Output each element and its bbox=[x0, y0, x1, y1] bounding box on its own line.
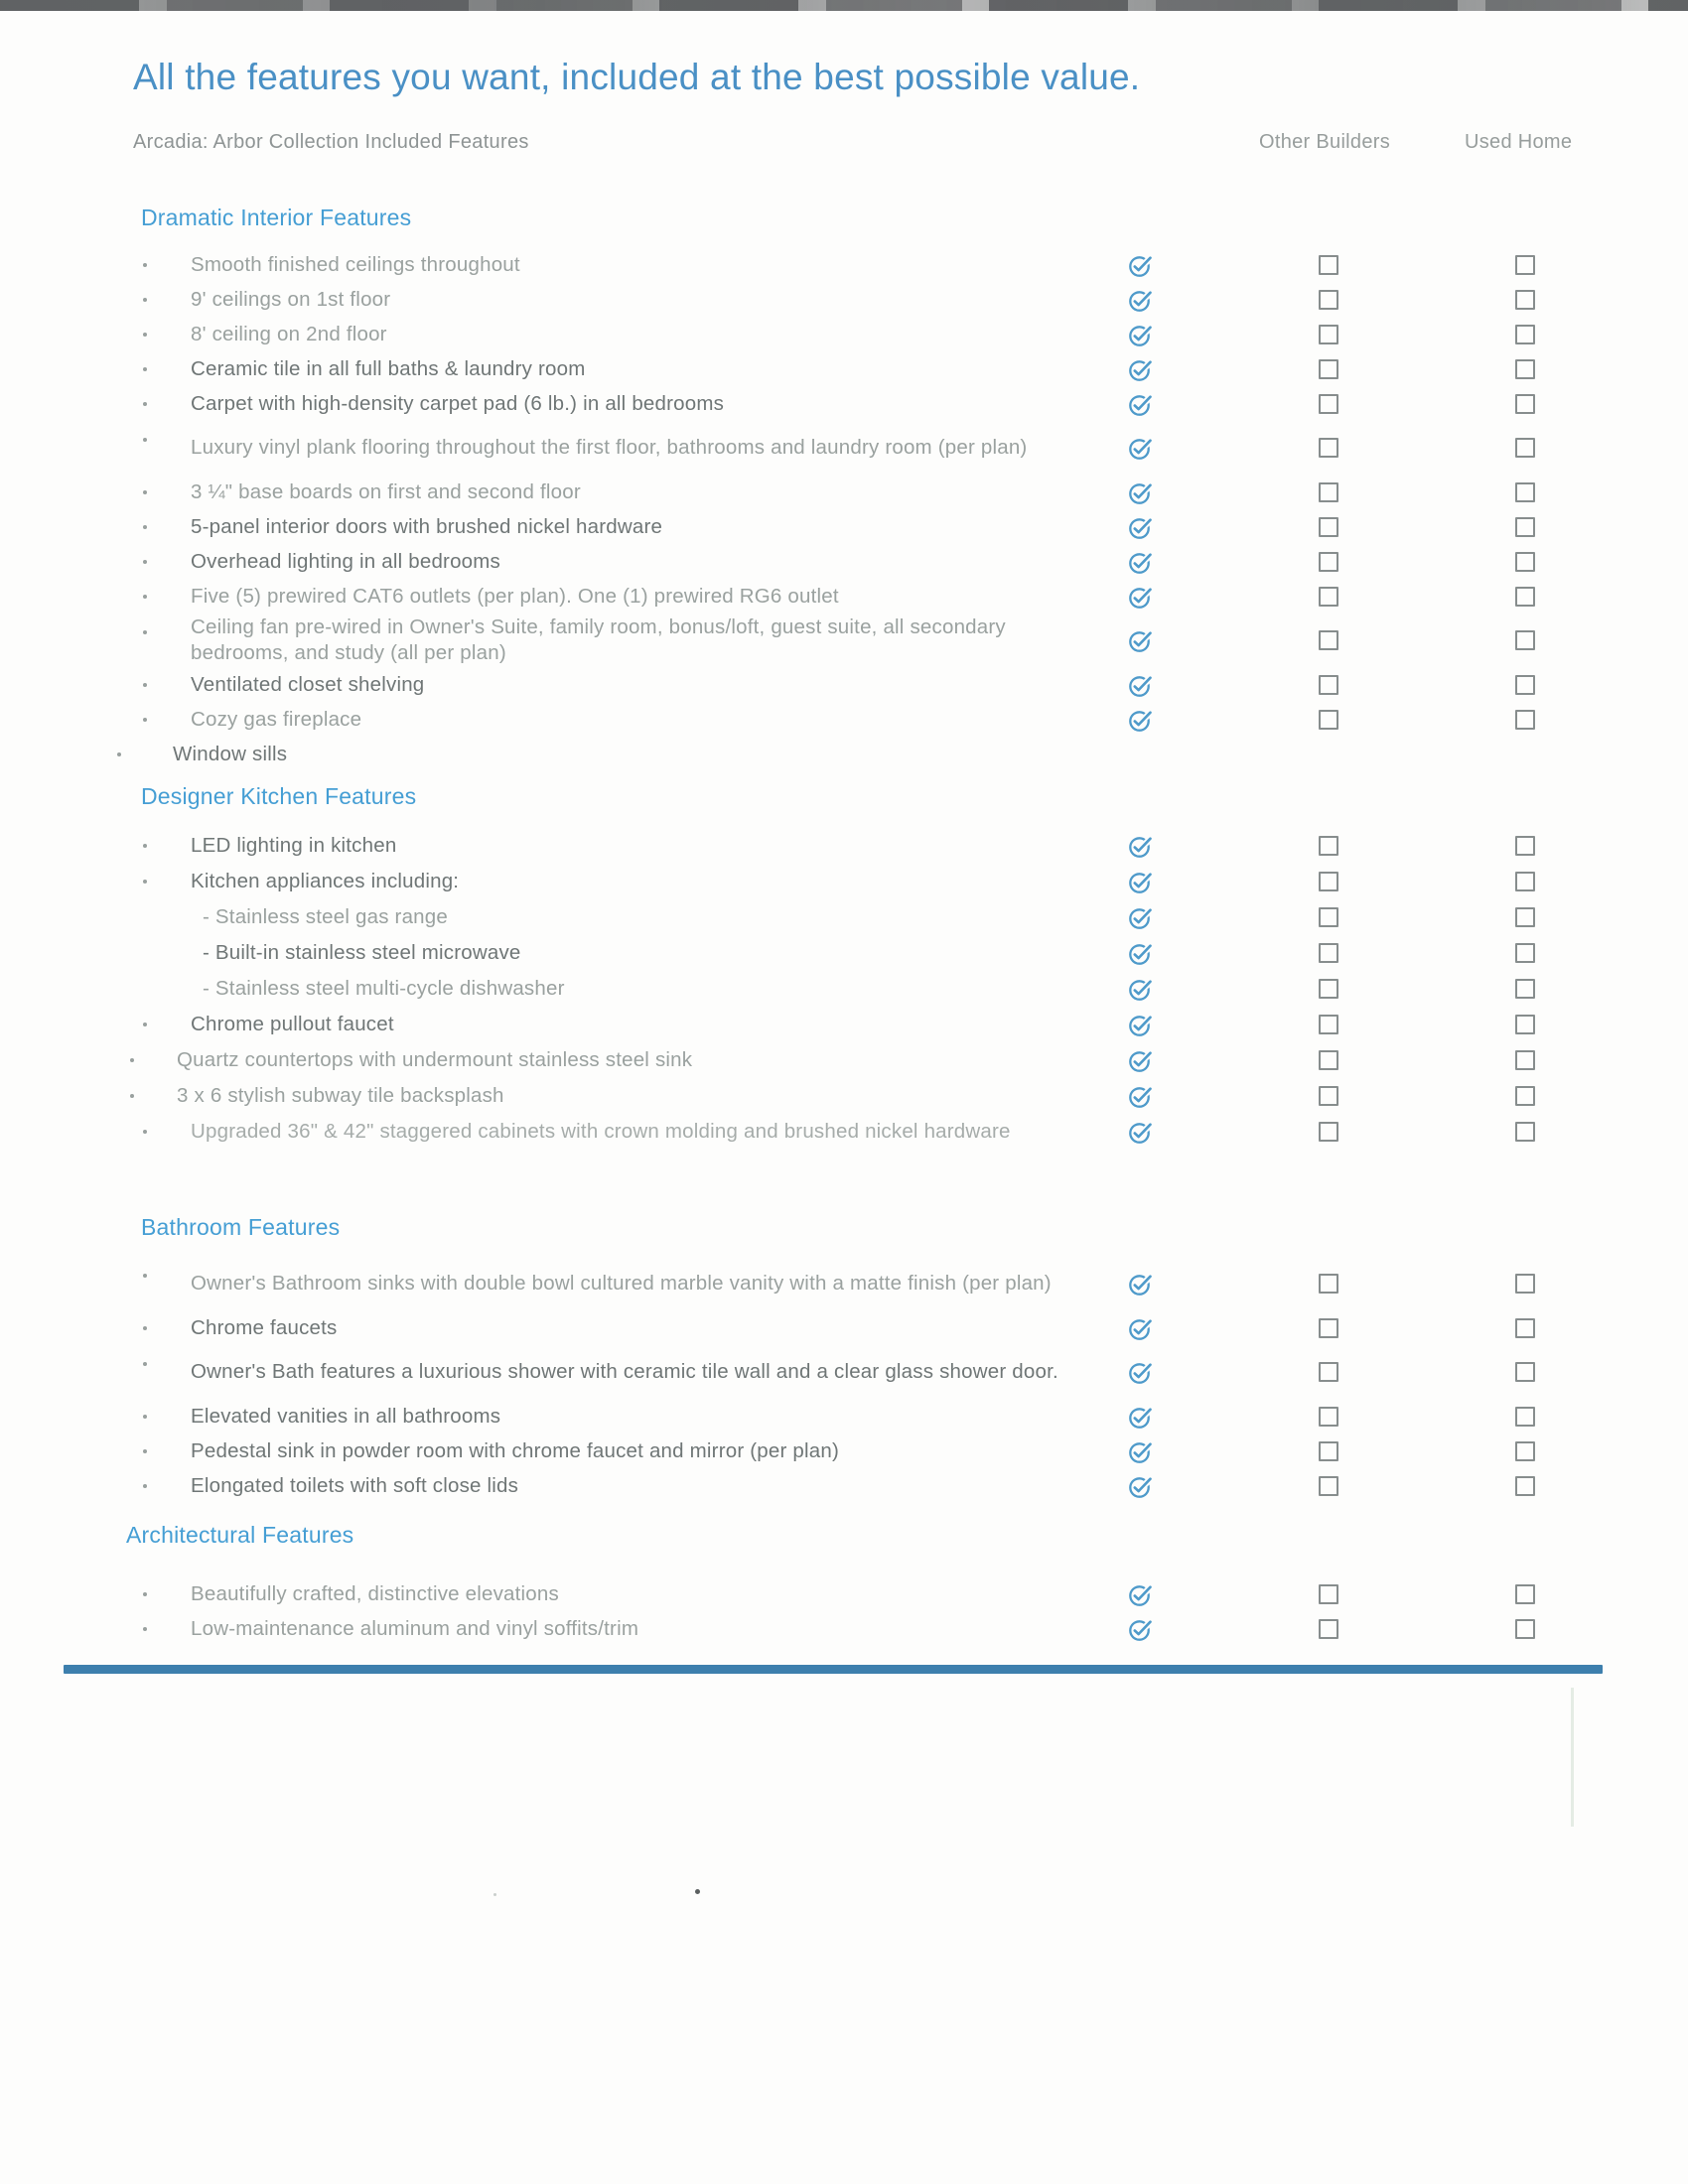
section-heading: Bathroom Features bbox=[141, 1214, 341, 1240]
bullet-dot bbox=[143, 595, 147, 599]
feature-row bbox=[0, 544, 1688, 579]
bullet-dot bbox=[143, 333, 147, 337]
checkbox-other-builders-icon bbox=[1319, 675, 1338, 695]
bullet-dot bbox=[130, 1058, 134, 1062]
bullet-dot bbox=[143, 1274, 147, 1278]
report-subtitle: Arcadia: Arbor Collection Included Features bbox=[133, 131, 529, 153]
feature-text: - Stainless steel gas range bbox=[203, 905, 448, 928]
checkbox-other-builders-icon bbox=[1319, 1050, 1338, 1070]
checkbox-other-builders-icon bbox=[1319, 359, 1338, 379]
feature-text: Ceiling fan pre-wired in Owner's Suite, family room, bonus/loft, guest suite, all secondary bedrooms, and study (all per plan) bbox=[191, 615, 1006, 664]
checkbox-other-builders-icon bbox=[1319, 482, 1338, 502]
bullet-dot bbox=[143, 367, 147, 371]
check-circle-icon bbox=[1128, 1012, 1155, 1038]
checkbox-used-home-icon bbox=[1515, 1619, 1535, 1639]
checkbox-other-builders-icon bbox=[1319, 979, 1338, 999]
bullet-dot bbox=[143, 1023, 147, 1026]
feature-text: Luxury vinyl plank flooring throughout the first floor, bathrooms and laundry room (per plan) bbox=[191, 436, 1028, 459]
bottom-divider-rule bbox=[64, 1665, 1603, 1674]
bullet-dot bbox=[143, 1326, 147, 1330]
bullet-dot bbox=[143, 560, 147, 564]
scan-artifact-dot bbox=[695, 1889, 700, 1894]
bullet-dot bbox=[143, 1362, 147, 1366]
bullet-dot bbox=[143, 1449, 147, 1453]
feature-text: - Stainless steel multi-cycle dishwasher bbox=[203, 977, 565, 1000]
check-circle-icon bbox=[1128, 1047, 1155, 1074]
feature-text: Kitchen appliances including: bbox=[191, 870, 460, 892]
check-circle-icon bbox=[1128, 1119, 1155, 1146]
bullet-dot bbox=[143, 402, 147, 406]
check-circle-icon bbox=[1128, 321, 1155, 347]
checkbox-used-home-icon bbox=[1515, 1086, 1535, 1106]
checkbox-other-builders-icon bbox=[1319, 1015, 1338, 1034]
checkbox-used-home-icon bbox=[1515, 675, 1535, 695]
section-heading: Architectural Features bbox=[126, 1522, 354, 1548]
checkbox-other-builders-icon bbox=[1319, 587, 1338, 607]
checkbox-other-builders-icon bbox=[1319, 836, 1338, 856]
checkbox-other-builders-icon bbox=[1319, 943, 1338, 963]
feature-text: Cozy gas fireplace bbox=[191, 707, 362, 731]
feature-text: Carpet with high-density carpet pad (6 lb.) in all bedrooms bbox=[191, 391, 725, 415]
feature-text: 3 x 6 stylish subway tile backsplash bbox=[177, 1084, 504, 1107]
check-circle-icon bbox=[1128, 1472, 1155, 1499]
check-circle-icon bbox=[1128, 1615, 1155, 1642]
feature-row bbox=[0, 864, 1688, 899]
feature-text: Beautifully crafted, distinctive elevations bbox=[191, 1581, 559, 1605]
bullet-dot bbox=[143, 1415, 147, 1419]
check-circle-icon bbox=[1128, 355, 1155, 382]
check-circle-icon bbox=[1128, 1403, 1155, 1430]
checkbox-other-builders-icon bbox=[1319, 630, 1338, 650]
check-circle-icon bbox=[1128, 251, 1155, 278]
checkbox-other-builders-icon bbox=[1319, 255, 1338, 275]
feature-text: 3 ¼" base boards on first and second floor bbox=[191, 479, 581, 503]
checkbox-used-home-icon bbox=[1515, 836, 1535, 856]
checkbox-used-home-icon bbox=[1515, 1050, 1535, 1070]
checkbox-used-home-icon bbox=[1515, 394, 1535, 414]
check-circle-icon bbox=[1128, 390, 1155, 417]
checkbox-used-home-icon bbox=[1515, 290, 1535, 310]
checkbox-used-home-icon bbox=[1515, 907, 1535, 927]
feature-text: - Built-in stainless steel microwave bbox=[203, 941, 521, 964]
check-circle-icon bbox=[1128, 833, 1155, 860]
feature-row bbox=[0, 971, 1688, 1007]
feature-row bbox=[0, 828, 1688, 864]
feature-row bbox=[0, 475, 1688, 509]
feature-row bbox=[0, 1399, 1688, 1433]
feature-row bbox=[0, 1257, 1688, 1310]
checkbox-used-home-icon bbox=[1515, 943, 1535, 963]
check-circle-icon bbox=[1128, 1580, 1155, 1607]
checkbox-used-home-icon bbox=[1515, 1015, 1535, 1034]
feature-row bbox=[0, 282, 1688, 317]
bullet-dot bbox=[143, 1484, 147, 1488]
scan-artifact-line bbox=[1571, 1688, 1574, 1827]
feature-row bbox=[0, 247, 1688, 282]
checkbox-used-home-icon bbox=[1515, 1584, 1535, 1604]
check-circle-icon bbox=[1128, 1314, 1155, 1341]
bullet-dot bbox=[143, 718, 147, 722]
checkbox-other-builders-icon bbox=[1319, 438, 1338, 458]
checkbox-other-builders-icon bbox=[1319, 710, 1338, 730]
check-circle-icon bbox=[1128, 583, 1155, 610]
check-circle-icon bbox=[1128, 627, 1155, 654]
feature-row bbox=[0, 1576, 1688, 1611]
feature-text: Window sills bbox=[173, 742, 288, 765]
checkbox-used-home-icon bbox=[1515, 1362, 1535, 1382]
bullet-dot bbox=[143, 263, 147, 267]
section bbox=[0, 782, 1688, 1150]
feature-text: Upgraded 36" & 42" staggered cabinets with crown molding and brushed nickel hardware bbox=[191, 1120, 1011, 1143]
feature-row bbox=[0, 614, 1688, 667]
section-rows bbox=[0, 828, 1688, 1150]
feature-row bbox=[0, 1611, 1688, 1646]
feature-text: 5-panel interior doors with brushed nickel hardware bbox=[191, 514, 663, 538]
bullet-dot bbox=[143, 490, 147, 494]
bullet-dot bbox=[143, 844, 147, 848]
checkbox-other-builders-icon bbox=[1319, 1122, 1338, 1142]
checkbox-used-home-icon bbox=[1515, 979, 1535, 999]
check-circle-icon bbox=[1128, 976, 1155, 1003]
checkbox-other-builders-icon bbox=[1319, 1274, 1338, 1294]
feature-row bbox=[0, 1007, 1688, 1042]
checkbox-other-builders-icon bbox=[1319, 394, 1338, 414]
feature-text: Low-maintenance aluminum and vinyl soffits/trim bbox=[191, 1616, 639, 1640]
feature-row bbox=[0, 509, 1688, 544]
check-circle-icon bbox=[1128, 869, 1155, 895]
feature-row bbox=[0, 1114, 1688, 1150]
section-rows bbox=[0, 1576, 1688, 1646]
checkbox-used-home-icon bbox=[1515, 710, 1535, 730]
feature-row bbox=[0, 1345, 1688, 1399]
checkbox-used-home-icon bbox=[1515, 630, 1535, 650]
bullet-dot bbox=[143, 1627, 147, 1631]
feature-row bbox=[0, 1042, 1688, 1078]
feature-sections bbox=[0, 204, 1688, 1646]
checkbox-other-builders-icon bbox=[1319, 325, 1338, 344]
feature-text: Overhead lighting in all bedrooms bbox=[191, 549, 500, 573]
feature-text: Ventilated closet shelving bbox=[191, 672, 425, 696]
checkbox-used-home-icon bbox=[1515, 517, 1535, 537]
feature-text: Elevated vanities in all bathrooms bbox=[191, 1404, 501, 1428]
checkbox-used-home-icon bbox=[1515, 1122, 1535, 1142]
feature-row bbox=[0, 579, 1688, 614]
check-circle-icon bbox=[1128, 435, 1155, 462]
checkbox-other-builders-icon bbox=[1319, 1318, 1338, 1338]
feature-row bbox=[0, 667, 1688, 702]
check-circle-icon bbox=[1128, 478, 1155, 505]
column-header-other-builders: Other Builders bbox=[1259, 131, 1391, 153]
bullet-dot bbox=[143, 438, 147, 442]
check-circle-icon bbox=[1128, 1437, 1155, 1464]
checkbox-used-home-icon bbox=[1515, 255, 1535, 275]
bullet-dot bbox=[143, 525, 147, 529]
scan-artifact-dot bbox=[493, 1893, 496, 1896]
checkbox-other-builders-icon bbox=[1319, 907, 1338, 927]
bullet-dot bbox=[143, 298, 147, 302]
check-circle-icon bbox=[1128, 548, 1155, 575]
section bbox=[0, 1213, 1688, 1503]
checkbox-used-home-icon bbox=[1515, 359, 1535, 379]
checkbox-used-home-icon bbox=[1515, 1441, 1535, 1461]
check-circle-icon bbox=[1128, 286, 1155, 313]
check-circle-icon bbox=[1128, 706, 1155, 733]
checkbox-used-home-icon bbox=[1515, 438, 1535, 458]
checkbox-other-builders-icon bbox=[1319, 1086, 1338, 1106]
checkbox-used-home-icon bbox=[1515, 872, 1535, 891]
feature-row bbox=[0, 737, 1688, 771]
section-heading: Designer Kitchen Features bbox=[141, 783, 417, 809]
feature-text: LED lighting in kitchen bbox=[191, 834, 397, 857]
feature-row bbox=[0, 1078, 1688, 1114]
feature-text: Ceramic tile in all full baths & laundry room bbox=[191, 356, 586, 380]
checkbox-used-home-icon bbox=[1515, 552, 1535, 572]
bullet-dot bbox=[143, 880, 147, 884]
checkbox-used-home-icon bbox=[1515, 325, 1535, 344]
checkbox-used-home-icon bbox=[1515, 1318, 1535, 1338]
section-rows bbox=[0, 1257, 1688, 1503]
checkbox-other-builders-icon bbox=[1319, 1362, 1338, 1382]
checkbox-other-builders-icon bbox=[1319, 1619, 1338, 1639]
check-circle-icon bbox=[1128, 513, 1155, 540]
feature-row bbox=[0, 1433, 1688, 1468]
checkbox-other-builders-icon bbox=[1319, 1407, 1338, 1427]
feature-row bbox=[0, 1468, 1688, 1503]
checkbox-other-builders-icon bbox=[1319, 290, 1338, 310]
feature-row bbox=[0, 899, 1688, 935]
bullet-dot bbox=[143, 683, 147, 687]
feature-text: Owner's Bath features a luxurious shower with ceramic tile wall and a clear glass shower door. bbox=[191, 1360, 1058, 1383]
feature-text: Quartz countertops with undermount stainless steel sink bbox=[177, 1048, 693, 1071]
checkbox-used-home-icon bbox=[1515, 1476, 1535, 1496]
check-circle-icon bbox=[1128, 904, 1155, 931]
scan-artifact-top-band bbox=[0, 0, 1688, 11]
feature-text: Pedestal sink in powder room with chrome faucet and mirror (per plan) bbox=[191, 1438, 839, 1462]
section bbox=[0, 204, 1688, 771]
bullet-dot bbox=[130, 1094, 134, 1098]
feature-text: Five (5) prewired CAT6 outlets (per plan). One (1) prewired RG6 outlet bbox=[191, 584, 839, 608]
feature-text: Smooth finished ceilings throughout bbox=[191, 252, 520, 276]
check-circle-icon bbox=[1128, 940, 1155, 967]
feature-row bbox=[0, 702, 1688, 737]
feature-row bbox=[0, 935, 1688, 971]
section-rows bbox=[0, 247, 1688, 771]
checkbox-other-builders-icon bbox=[1319, 552, 1338, 572]
feature-row bbox=[0, 1310, 1688, 1345]
checkbox-other-builders-icon bbox=[1319, 872, 1338, 891]
column-header-used-home: Used Home bbox=[1465, 131, 1573, 153]
feature-text: 8' ceiling on 2nd floor bbox=[191, 322, 387, 345]
checkbox-other-builders-icon bbox=[1319, 1441, 1338, 1461]
checkbox-other-builders-icon bbox=[1319, 1476, 1338, 1496]
bullet-dot bbox=[117, 752, 121, 756]
check-circle-icon bbox=[1128, 1359, 1155, 1386]
check-circle-icon bbox=[1128, 1271, 1155, 1297]
bullet-dot bbox=[143, 630, 147, 634]
feature-text: Chrome pullout faucet bbox=[191, 1013, 394, 1035]
table-header-row bbox=[0, 131, 1688, 157]
checkbox-used-home-icon bbox=[1515, 587, 1535, 607]
feature-text: Owner's Bathroom sinks with double bowl cultured marble vanity with a matte finish (per plan) bbox=[191, 1272, 1052, 1295]
checkbox-used-home-icon bbox=[1515, 1407, 1535, 1427]
feature-row bbox=[0, 351, 1688, 386]
bullet-dot bbox=[143, 1130, 147, 1134]
feature-row bbox=[0, 386, 1688, 421]
feature-row bbox=[0, 317, 1688, 351]
section-heading: Dramatic Interior Features bbox=[141, 205, 412, 230]
feature-text: 9' ceilings on 1st floor bbox=[191, 287, 391, 311]
checkbox-other-builders-icon bbox=[1319, 1584, 1338, 1604]
check-circle-icon bbox=[1128, 671, 1155, 698]
page-title: All the features you want, included at the best possible value. bbox=[133, 57, 1141, 97]
feature-row bbox=[0, 421, 1688, 475]
checkbox-used-home-icon bbox=[1515, 1274, 1535, 1294]
checkbox-used-home-icon bbox=[1515, 482, 1535, 502]
checkbox-other-builders-icon bbox=[1319, 517, 1338, 537]
section bbox=[0, 1521, 1688, 1646]
check-circle-icon bbox=[1128, 1083, 1155, 1110]
feature-text: Elongated toilets with soft close lids bbox=[191, 1473, 519, 1497]
bullet-dot bbox=[143, 1592, 147, 1596]
feature-text: Chrome faucets bbox=[191, 1315, 338, 1339]
